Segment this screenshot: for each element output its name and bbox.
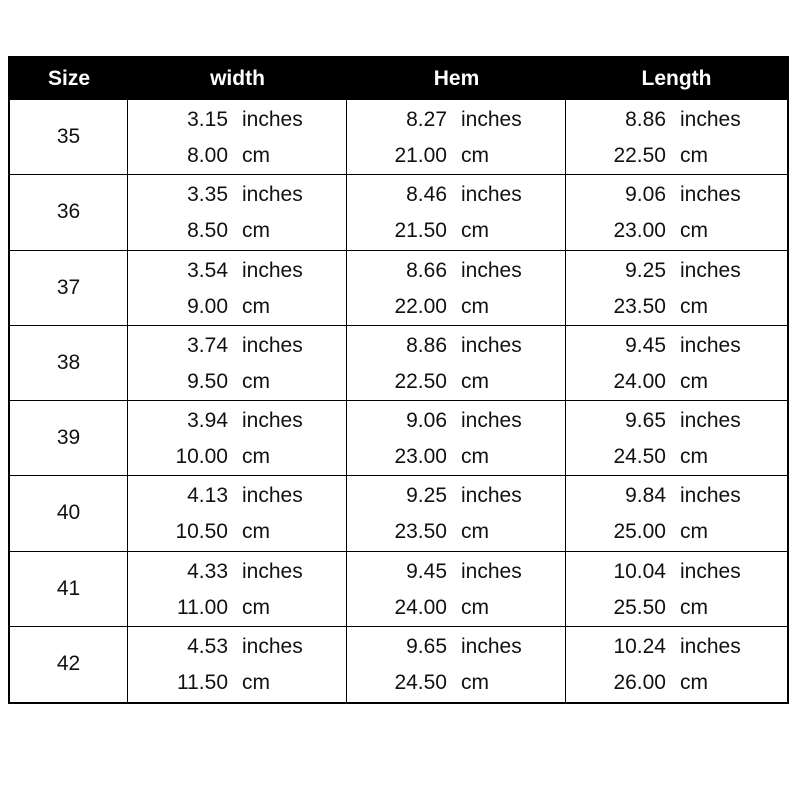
width-cell — [128, 401, 347, 476]
length-cm-value: 24.50 — [613, 445, 666, 468]
length-cm-line — [566, 445, 787, 469]
hem-cell — [347, 627, 566, 702]
hem-inches-line — [347, 635, 565, 659]
length-inches-line — [566, 409, 787, 433]
length-inches-line — [566, 635, 787, 659]
unit-cm-label: cm — [461, 445, 489, 468]
length-cm-line — [566, 596, 787, 620]
length-cm-value: 25.00 — [613, 520, 666, 544]
hem-cell — [347, 175, 566, 250]
width-cm-value: 11.50 — [177, 670, 228, 694]
unit-inches-label: inches — [680, 333, 741, 357]
length-inches-line — [566, 560, 787, 584]
length-cm-value: 23.50 — [613, 294, 666, 318]
width-cm-value: 8.50 — [187, 219, 228, 243]
length-cm-value: 26.00 — [613, 670, 666, 694]
length-cell — [566, 401, 787, 476]
unit-inches-label: inches — [680, 108, 741, 131]
unit-cm-label: cm — [461, 595, 489, 619]
length-cm-line — [566, 520, 787, 544]
length-inches-value: 9.45 — [625, 333, 666, 357]
hem-cell — [347, 251, 566, 326]
length-cm-value: 23.00 — [613, 219, 666, 243]
length-cell — [566, 251, 787, 326]
unit-cm-label: cm — [680, 369, 708, 393]
unit-inches-label: inches — [242, 258, 303, 282]
unit-inches-label: inches — [680, 258, 741, 282]
unit-cm-label: cm — [461, 520, 489, 544]
width-cm-line — [128, 219, 346, 243]
width-cell — [128, 175, 347, 250]
hem-inches-value: 9.06 — [406, 409, 447, 432]
width-cm-line — [128, 671, 346, 695]
hem-inches-value: 8.86 — [406, 333, 447, 357]
unit-inches-label: inches — [680, 634, 741, 658]
hem-inches-value: 8.66 — [406, 258, 447, 282]
width-cm-value: 10.00 — [175, 445, 228, 468]
hem-cell — [347, 326, 566, 401]
unit-inches-label: inches — [680, 183, 741, 207]
hem-cm-value: 23.00 — [394, 445, 447, 468]
unit-inches-label: inches — [242, 409, 303, 432]
width-cell — [128, 627, 347, 702]
width-cm-value: 11.00 — [177, 595, 228, 619]
size-cell: 40 — [10, 476, 128, 551]
width-cm-value: 9.50 — [187, 369, 228, 393]
width-inches-line — [128, 409, 346, 433]
hem-inches-value: 9.45 — [406, 559, 447, 583]
size-cell: 37 — [10, 251, 128, 326]
size-cell: 35 — [10, 100, 128, 175]
width-cm-line — [128, 144, 346, 168]
unit-cm-label: cm — [242, 144, 270, 167]
width-cm-line — [128, 295, 346, 319]
width-inches-line — [128, 484, 346, 508]
unit-cm-label: cm — [242, 595, 270, 619]
unit-cm-label: cm — [680, 670, 708, 694]
width-cell — [128, 100, 347, 175]
width-cell — [128, 476, 347, 551]
length-inches-value: 9.65 — [625, 409, 666, 432]
size-cell: 41 — [10, 552, 128, 627]
unit-cm-label: cm — [680, 294, 708, 318]
hem-inches-line — [347, 108, 565, 132]
unit-inches-label: inches — [461, 409, 522, 432]
length-inches-value: 9.06 — [625, 183, 666, 207]
width-inches-value: 3.35 — [187, 183, 228, 207]
unit-cm-label: cm — [242, 445, 270, 468]
unit-cm-label: cm — [461, 219, 489, 243]
hem-cm-value: 23.50 — [394, 520, 447, 544]
hem-inches-line — [347, 409, 565, 433]
hem-cell — [347, 100, 566, 175]
unit-inches-label: inches — [461, 634, 522, 658]
length-inches-line — [566, 484, 787, 508]
width-cm-value: 10.50 — [175, 520, 228, 544]
length-cm-line — [566, 219, 787, 243]
length-inches-line — [566, 108, 787, 132]
width-cell — [128, 251, 347, 326]
unit-inches-label: inches — [461, 183, 522, 207]
width-inches-value: 3.74 — [187, 333, 228, 357]
hem-cm-line — [347, 370, 565, 394]
unit-inches-label: inches — [461, 333, 522, 357]
hem-cm-value: 24.00 — [394, 595, 447, 619]
unit-inches-label: inches — [680, 409, 741, 432]
hem-inches-value: 8.46 — [406, 183, 447, 207]
width-cell — [128, 552, 347, 627]
length-cm-line — [566, 295, 787, 319]
unit-inches-label: inches — [461, 559, 522, 583]
hem-inches-value: 8.27 — [406, 108, 447, 131]
hem-inches-line — [347, 183, 565, 207]
length-cell — [566, 627, 787, 702]
hem-cell — [347, 476, 566, 551]
unit-cm-label: cm — [242, 219, 270, 243]
hem-cm-line — [347, 596, 565, 620]
header-length: Length — [566, 58, 787, 100]
unit-cm-label: cm — [461, 144, 489, 167]
length-cm-line — [566, 671, 787, 695]
unit-inches-label: inches — [242, 333, 303, 357]
hem-inches-value: 9.25 — [406, 484, 447, 508]
width-inches-value: 3.54 — [187, 258, 228, 282]
width-inches-line — [128, 334, 346, 358]
length-inches-value: 10.04 — [613, 559, 666, 583]
length-inches-value: 9.25 — [625, 258, 666, 282]
size-cell: 39 — [10, 401, 128, 476]
length-cell — [566, 476, 787, 551]
width-cm-value: 9.00 — [187, 294, 228, 318]
width-inches-value: 4.13 — [187, 484, 228, 508]
hem-cm-line — [347, 219, 565, 243]
width-inches-line — [128, 108, 346, 132]
unit-cm-label: cm — [461, 294, 489, 318]
hem-inches-value: 9.65 — [406, 634, 447, 658]
width-inches-line — [128, 635, 346, 659]
unit-cm-label: cm — [680, 144, 708, 167]
unit-inches-label: inches — [242, 108, 303, 131]
unit-inches-label: inches — [461, 258, 522, 282]
size-chart-table — [8, 56, 789, 704]
hem-inches-line — [347, 259, 565, 283]
width-inches-value: 4.33 — [187, 559, 228, 583]
hem-inches-line — [347, 484, 565, 508]
hem-cm-line — [347, 144, 565, 168]
unit-inches-label: inches — [242, 559, 303, 583]
width-inches-line — [128, 259, 346, 283]
width-cell — [128, 326, 347, 401]
unit-inches-label: inches — [680, 484, 741, 508]
size-cell: 38 — [10, 326, 128, 401]
length-cm-value: 25.50 — [613, 595, 666, 619]
hem-inches-line — [347, 334, 565, 358]
width-cm-line — [128, 370, 346, 394]
hem-inches-line — [347, 560, 565, 584]
width-inches-line — [128, 183, 346, 207]
unit-inches-label: inches — [680, 559, 741, 583]
unit-cm-label: cm — [680, 445, 708, 468]
hem-cm-line — [347, 671, 565, 695]
width-inches-value: 3.94 — [187, 409, 228, 432]
hem-cm-value: 21.00 — [394, 144, 447, 167]
unit-cm-label: cm — [242, 520, 270, 544]
length-inches-line — [566, 259, 787, 283]
size-cell: 42 — [10, 627, 128, 702]
unit-cm-label: cm — [461, 369, 489, 393]
length-cm-value: 24.00 — [613, 369, 666, 393]
width-cm-line — [128, 596, 346, 620]
unit-cm-label: cm — [680, 219, 708, 243]
width-cm-line — [128, 520, 346, 544]
hem-cm-value: 21.50 — [394, 219, 447, 243]
hem-cm-value: 24.50 — [394, 670, 447, 694]
width-inches-line — [128, 560, 346, 584]
hem-cell — [347, 401, 566, 476]
unit-inches-label: inches — [461, 108, 522, 131]
width-cm-line — [128, 445, 346, 469]
length-cell — [566, 552, 787, 627]
header-width: width — [128, 58, 347, 100]
unit-inches-label: inches — [461, 484, 522, 508]
hem-cm-line — [347, 445, 565, 469]
width-cm-value: 8.00 — [187, 144, 228, 167]
unit-inches-label: inches — [242, 183, 303, 207]
unit-inches-label: inches — [242, 634, 303, 658]
header-hem: Hem — [347, 58, 566, 100]
hem-cell — [347, 552, 566, 627]
length-cm-line — [566, 144, 787, 168]
width-inches-value: 3.15 — [187, 108, 228, 131]
length-inches-value: 8.86 — [625, 108, 666, 131]
length-cell — [566, 100, 787, 175]
length-inches-line — [566, 183, 787, 207]
unit-cm-label: cm — [680, 520, 708, 544]
length-inches-value: 9.84 — [625, 484, 666, 508]
length-cm-value: 22.50 — [613, 144, 666, 167]
hem-cm-line — [347, 520, 565, 544]
size-cell: 36 — [10, 175, 128, 250]
length-inches-line — [566, 334, 787, 358]
unit-cm-label: cm — [242, 369, 270, 393]
unit-cm-label: cm — [242, 294, 270, 318]
header-size: Size — [10, 58, 128, 100]
length-inches-value: 10.24 — [613, 634, 666, 658]
width-inches-value: 4.53 — [187, 634, 228, 658]
length-cell — [566, 175, 787, 250]
length-cm-line — [566, 370, 787, 394]
hem-cm-line — [347, 295, 565, 319]
unit-cm-label: cm — [242, 670, 270, 694]
unit-cm-label: cm — [680, 595, 708, 619]
unit-cm-label: cm — [461, 670, 489, 694]
hem-cm-value: 22.50 — [394, 369, 447, 393]
hem-cm-value: 22.00 — [394, 294, 447, 318]
length-cell — [566, 326, 787, 401]
unit-inches-label: inches — [242, 484, 303, 508]
